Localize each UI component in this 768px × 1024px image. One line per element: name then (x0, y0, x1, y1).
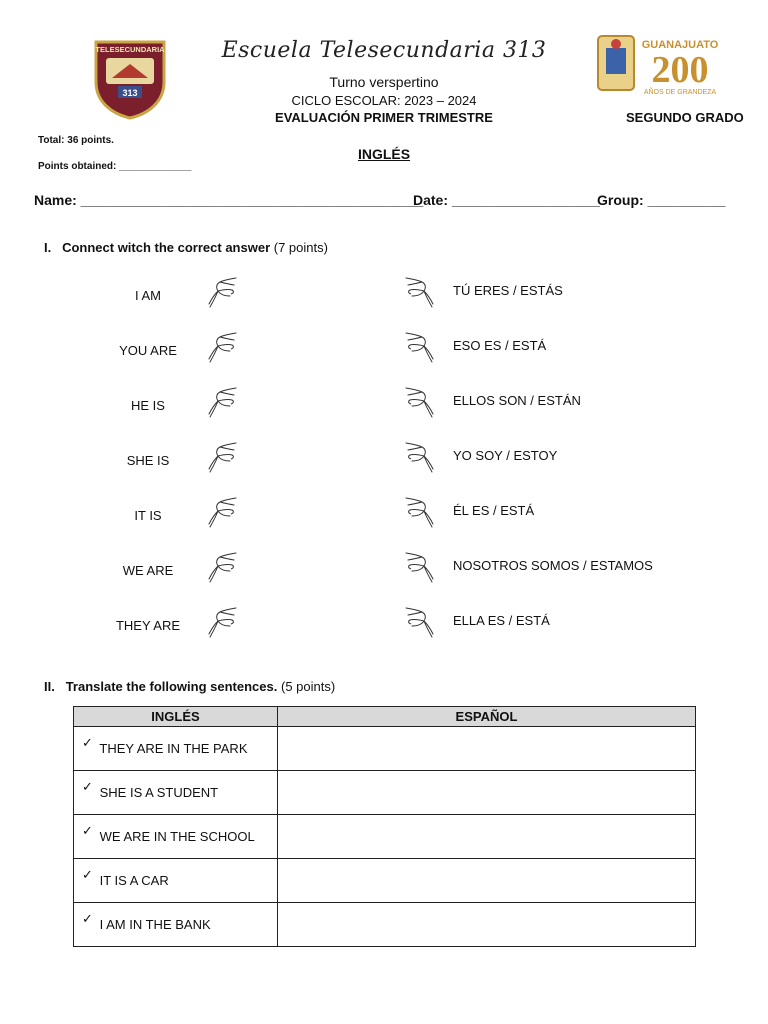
spanish-answer-cell[interactable] (278, 771, 696, 815)
match-left-item: WE ARE (122, 563, 174, 578)
pointing-hand-icon (402, 604, 436, 645)
checkmark-icon: ✓ (82, 778, 93, 794)
table-row (74, 727, 696, 771)
school-shield-logo (92, 38, 168, 120)
subject-title: INGLÉS (357, 146, 411, 162)
pointing-hand-icon (402, 329, 436, 370)
section-1-number: I. (44, 240, 52, 255)
match-left-item: THEY ARE (115, 618, 181, 633)
english-sentence-cell (74, 903, 278, 947)
section-2-heading (44, 679, 335, 694)
pointing-hand-icon (206, 384, 240, 425)
match-right-item: ÉL ES / ESTÁ (453, 503, 535, 518)
english-sentence-cell (74, 727, 278, 771)
match-right-item: TÚ ERES / ESTÁS (453, 283, 563, 298)
table-row (74, 815, 696, 859)
table-row (74, 859, 696, 903)
shield-number-text: 313 (122, 88, 138, 98)
table-row (74, 903, 696, 947)
english-sentence: SHE IS A STUDENT (99, 784, 219, 800)
section-2-points: (5 points) (280, 679, 336, 694)
match-left-item: SHE IS (126, 453, 170, 468)
english-sentence: THEY ARE IN THE PARK (99, 740, 248, 756)
date-field[interactable]: Date: ___________________ (413, 192, 600, 208)
name-field[interactable]: Name: ____________________________________________ (34, 192, 424, 208)
match-right-item: ELLA ES / ESTÁ (453, 613, 550, 628)
pointing-hand-icon (402, 274, 436, 315)
match-left-item: YOU ARE (119, 343, 177, 358)
pointing-hand-icon (206, 274, 240, 315)
english-sentence-cell (74, 771, 278, 815)
spanish-answer-cell[interactable] (278, 859, 696, 903)
translation-table (73, 706, 696, 947)
state-name-text: GUANAJUATO (641, 39, 719, 51)
english-sentence: I AM IN THE BANK (99, 916, 211, 932)
state-number-text: 200 (651, 49, 709, 91)
english-sentence-cell (74, 815, 278, 859)
grade-label: SEGUNDO GRADO (626, 110, 744, 125)
pointing-hand-icon (206, 439, 240, 480)
match-left-item: I AM (134, 288, 161, 303)
checkmark-icon: ✓ (82, 910, 93, 926)
english-sentence-cell (74, 859, 278, 903)
checkmark-icon: ✓ (82, 734, 93, 750)
section-2-number: II. (44, 679, 55, 694)
shield-title-text: TELESECUNDARIA (95, 45, 165, 54)
state-subtitle-text: AÑOS DE GRANDEZA (643, 89, 717, 96)
table-row (74, 771, 696, 815)
evaluation-title: EVALUACIÓN PRIMER TRIMESTRE (275, 110, 493, 125)
section-1-heading (44, 240, 328, 255)
match-left-item: IT IS (134, 508, 162, 523)
section-1-points: (7 points) (273, 240, 328, 255)
school-cycle: CICLO ESCOLAR: 2023 – 2024 (291, 93, 477, 108)
shift-text: Turno verspertino (329, 74, 439, 90)
section-2-title: Translate the following sentences. (65, 679, 278, 694)
spanish-answer-cell[interactable] (278, 815, 696, 859)
pointing-hand-icon (402, 384, 436, 425)
school-name: Escuela Telesecundaria 313 (221, 38, 547, 63)
pointing-hand-icon (206, 329, 240, 370)
pointing-hand-icon (402, 494, 436, 535)
spanish-answer-cell[interactable] (278, 903, 696, 947)
match-right-item: ELLOS SON / ESTÁN (453, 393, 581, 408)
guanajuato-200-logo (596, 32, 724, 98)
match-right-item: YO SOY / ESTOY (453, 448, 558, 463)
english-sentence: IT IS A CAR (99, 872, 169, 888)
match-right-item: ESO ES / ESTÁ (453, 338, 547, 353)
pointing-hand-icon (206, 494, 240, 535)
english-sentence: WE ARE IN THE SCHOOL (99, 828, 255, 844)
pointing-hand-icon (402, 549, 436, 590)
column-header-ingles: INGLÉS (74, 707, 278, 727)
points-obtained: Points obtained: _____________ (38, 161, 192, 172)
checkmark-icon: ✓ (82, 866, 93, 882)
group-field[interactable]: Group: __________ (597, 192, 726, 208)
section-1-title: Connect witch the correct answer (62, 240, 271, 255)
match-right-item: NOSOTROS SOMOS / ESTAMOS (453, 558, 653, 573)
total-points: Total: 36 points. (38, 135, 114, 146)
pointing-hand-icon (206, 604, 240, 645)
column-header-espanol: ESPAÑOL (278, 707, 696, 727)
pointing-hand-icon (206, 549, 240, 590)
match-left-item: HE IS (131, 398, 165, 413)
spanish-answer-cell[interactable] (278, 727, 696, 771)
pointing-hand-icon (402, 439, 436, 480)
checkmark-icon: ✓ (82, 822, 93, 838)
